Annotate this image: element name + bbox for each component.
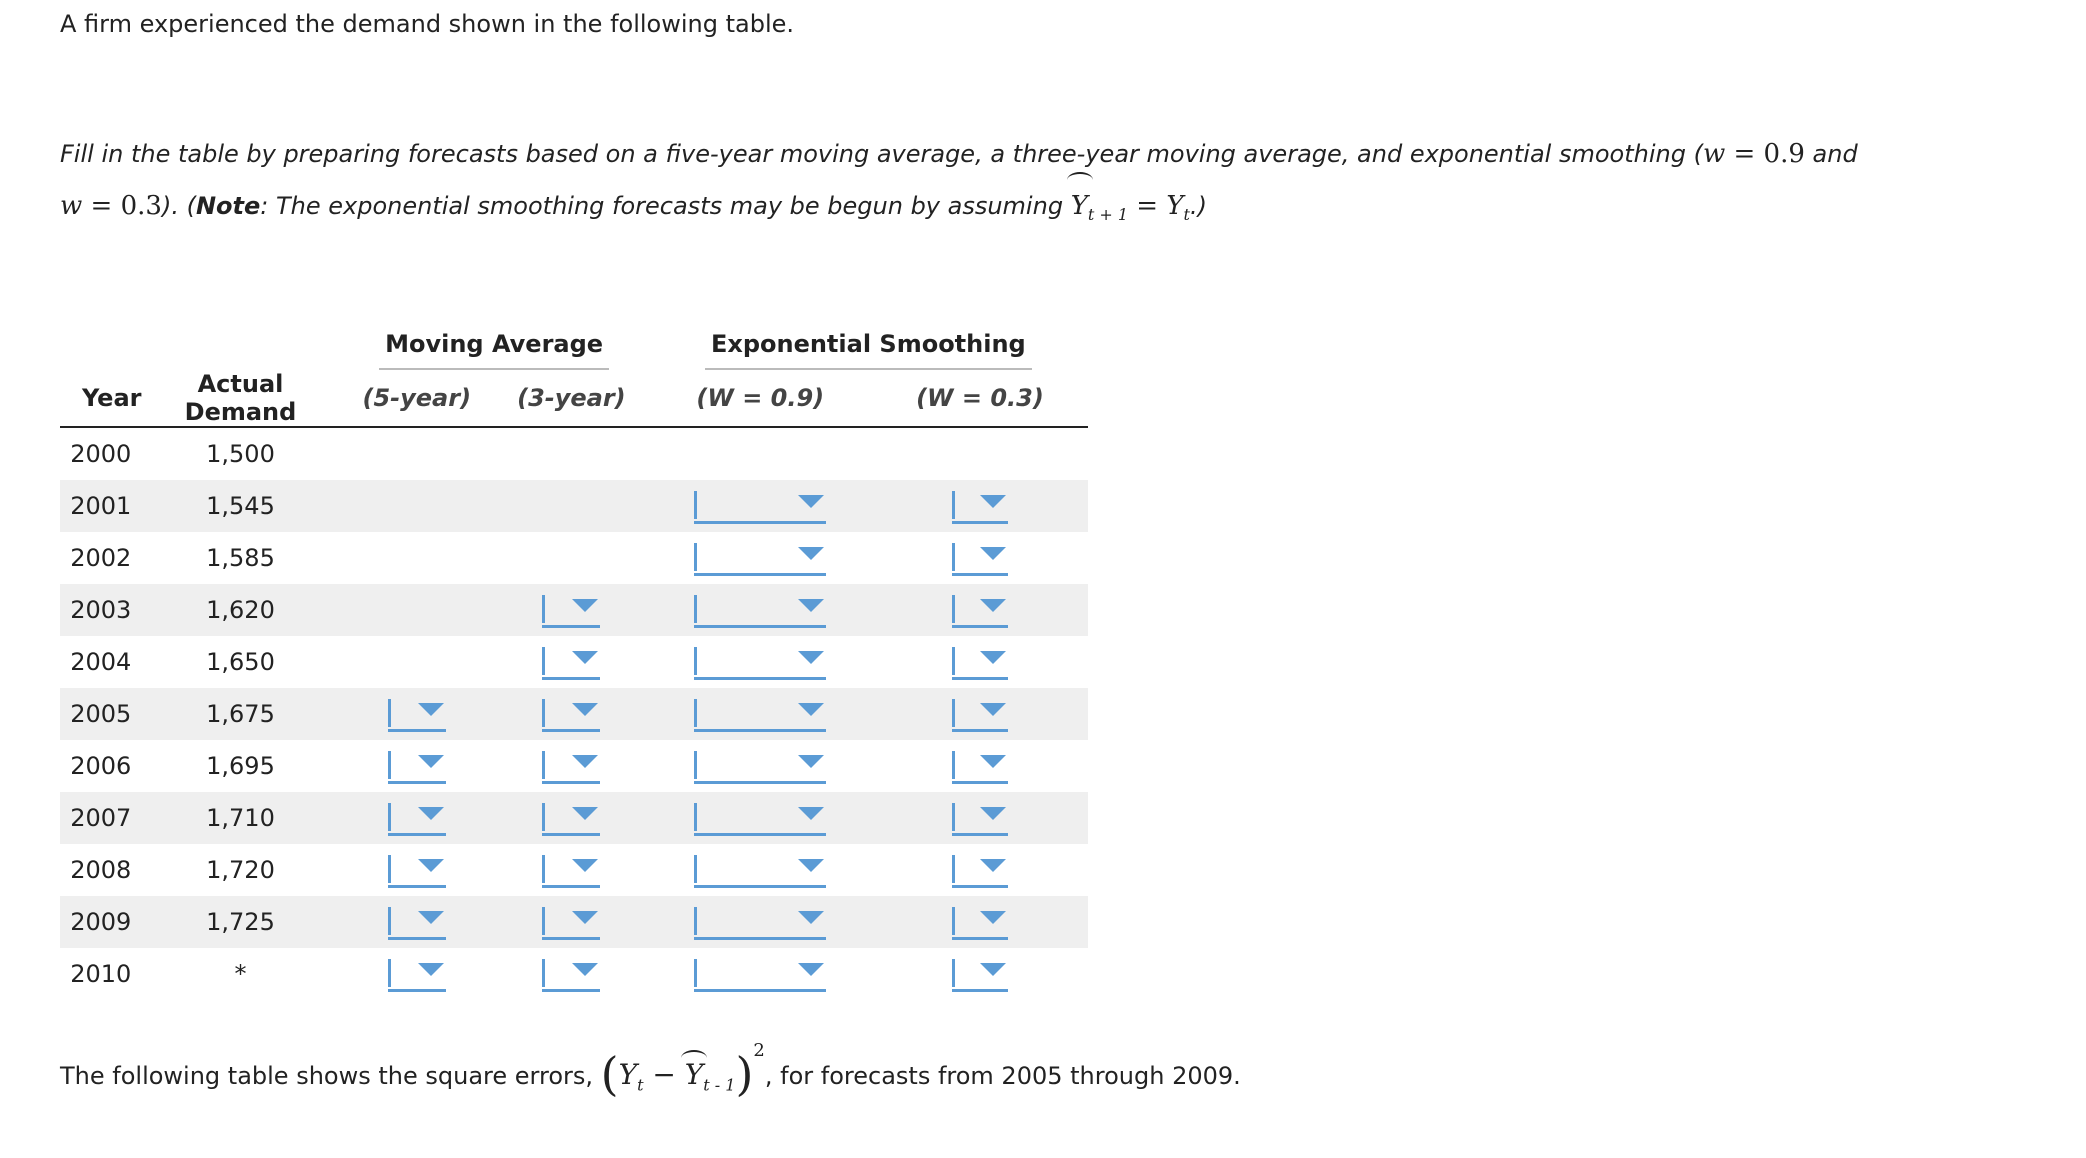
- forecast-dropdown-3yr[interactable]: [542, 801, 600, 836]
- table-row: [60, 792, 1088, 844]
- forecast-dropdown-w03[interactable]: [952, 853, 1008, 888]
- year-cell: 2006: [70, 752, 132, 780]
- forecast-dropdown-w03[interactable]: [952, 541, 1008, 576]
- note-text: : The exponential smoothing forecasts may be begun by assuming: [260, 192, 1064, 220]
- table-row: [60, 948, 1088, 1000]
- forecast-dropdown-w09[interactable]: [694, 957, 826, 992]
- year-cell: 2003: [60, 584, 141, 636]
- forecast-dropdown-3yr[interactable]: [542, 749, 600, 784]
- forecast-dropdown-5yr[interactable]: [388, 905, 446, 940]
- forecast-dropdown-w03[interactable]: [952, 489, 1008, 524]
- col-actual-demand: Actual Demand: [141, 370, 339, 427]
- footer-after: , for forecasts from 2005 through 2009.: [764, 1062, 1241, 1090]
- forecast-dropdown-5yr[interactable]: [388, 957, 446, 992]
- forecast-dropdown-w09[interactable]: [694, 801, 826, 836]
- demand-cell: 1,585: [206, 544, 275, 572]
- year-cell: 2004: [70, 648, 132, 676]
- table-row: [60, 480, 1088, 532]
- forecast-dropdown-w03[interactable]: [952, 905, 1008, 940]
- w-value-1: 0.9: [1763, 139, 1805, 169]
- group-exponential-smoothing: Exponential Smoothing: [649, 318, 1088, 370]
- year-cell: 2007: [60, 792, 141, 844]
- year-cell: 2009: [60, 896, 141, 948]
- forecast-dropdown-w03[interactable]: [952, 697, 1008, 732]
- forecast-dropdown-w09[interactable]: [694, 489, 826, 524]
- forecast-dropdown-5yr[interactable]: [388, 697, 446, 732]
- forecast-dropdown-w03[interactable]: [952, 645, 1008, 680]
- year-cell: 2008: [70, 856, 132, 884]
- table-row: [60, 844, 1088, 896]
- footer-before: The following table shows the square errors,: [60, 1062, 594, 1090]
- table-row: [60, 740, 1088, 792]
- forecast-table: [60, 318, 1088, 1000]
- w-value-2: 0.3: [120, 191, 162, 221]
- forecast-dropdown-w09[interactable]: [694, 697, 826, 732]
- forecast-dropdown-w09[interactable]: [694, 593, 826, 628]
- forecast-dropdown-5yr[interactable]: [388, 853, 446, 888]
- demand-cell: 1,650: [206, 648, 275, 676]
- year-cell: 2010: [70, 960, 132, 988]
- forecast-dropdown-5yr[interactable]: [388, 749, 446, 784]
- demand-cell: 1,725: [141, 896, 339, 948]
- forecast-dropdown-w09[interactable]: [694, 645, 826, 680]
- forecast-dropdown-5yr[interactable]: [388, 801, 446, 836]
- footer-text: [60, 1040, 1241, 1101]
- square-error-formula: $(Y_t - Y_{t - 1})^2$: [600, 1040, 765, 1101]
- note-label: Note: [195, 192, 261, 220]
- forecast-dropdown-w03[interactable]: [952, 957, 1008, 992]
- forecast-dropdown-w09[interactable]: [694, 541, 826, 576]
- forecast-dropdown-w03[interactable]: [952, 749, 1008, 784]
- table-row: [60, 427, 1088, 480]
- year-cell: 2001: [60, 480, 141, 532]
- forecast-dropdown-w09[interactable]: [694, 749, 826, 784]
- forecast-dropdown-3yr[interactable]: [542, 957, 600, 992]
- forecast-dropdown-3yr[interactable]: [542, 697, 600, 732]
- table-row: [60, 532, 1088, 584]
- forecast-dropdown-3yr[interactable]: [542, 853, 600, 888]
- year-cell: 2000: [70, 440, 132, 468]
- forecast-dropdown-3yr[interactable]: [542, 905, 600, 940]
- col-5-year: (5-year): [339, 370, 494, 427]
- year-cell: 2002: [70, 544, 132, 572]
- demand-cell: 1,675: [141, 688, 339, 740]
- instruction-text: Fill in the table by preparing forecasts based on a five-year moving average, a three-year moving average, and exponential smoothing (w = 0.9 and w = 0.3). (Note: The exponential smoothing forecasts may be begun by assuming $Y_{t + 1} = Y_t$.): [60, 128, 2010, 241]
- table-row: [60, 688, 1088, 740]
- demand-cell: *: [234, 960, 247, 988]
- table-row: [60, 896, 1088, 948]
- demand-cell: 1,720: [206, 856, 275, 884]
- forecast-dropdown-w09[interactable]: [694, 853, 826, 888]
- forecast-dropdown-w03[interactable]: [952, 593, 1008, 628]
- col-w-09: (W = 0.9): [649, 370, 872, 427]
- demand-cell: 1,710: [141, 792, 339, 844]
- y-hat-symbol: Y: [1071, 180, 1088, 232]
- forecast-dropdown-w09[interactable]: [694, 905, 826, 940]
- forecast-dropdown-3yr[interactable]: [542, 593, 600, 628]
- demand-cell: 1,545: [141, 480, 339, 532]
- col-3-year: (3-year): [494, 370, 649, 427]
- demand-cell: 1,695: [206, 752, 275, 780]
- col-w-03: (W = 0.3): [872, 370, 1088, 427]
- col-year: Year: [60, 370, 141, 427]
- forecast-dropdown-3yr[interactable]: [542, 645, 600, 680]
- instruction-and: and: [1812, 140, 1858, 168]
- demand-cell: 1,500: [206, 440, 275, 468]
- group-moving-average: Moving Average: [339, 318, 648, 370]
- year-cell: 2005: [60, 688, 141, 740]
- forecast-dropdown-w03[interactable]: [952, 801, 1008, 836]
- intro-text: A firm experienced the demand shown in the following table.: [60, 10, 795, 38]
- instruction-part1: Fill in the table by preparing forecasts based on a five-year moving average, a three-year moving average, and exponential smoothing (: [60, 140, 1703, 168]
- table-row: [60, 636, 1088, 688]
- table-row: [60, 584, 1088, 636]
- demand-cell: 1,620: [141, 584, 339, 636]
